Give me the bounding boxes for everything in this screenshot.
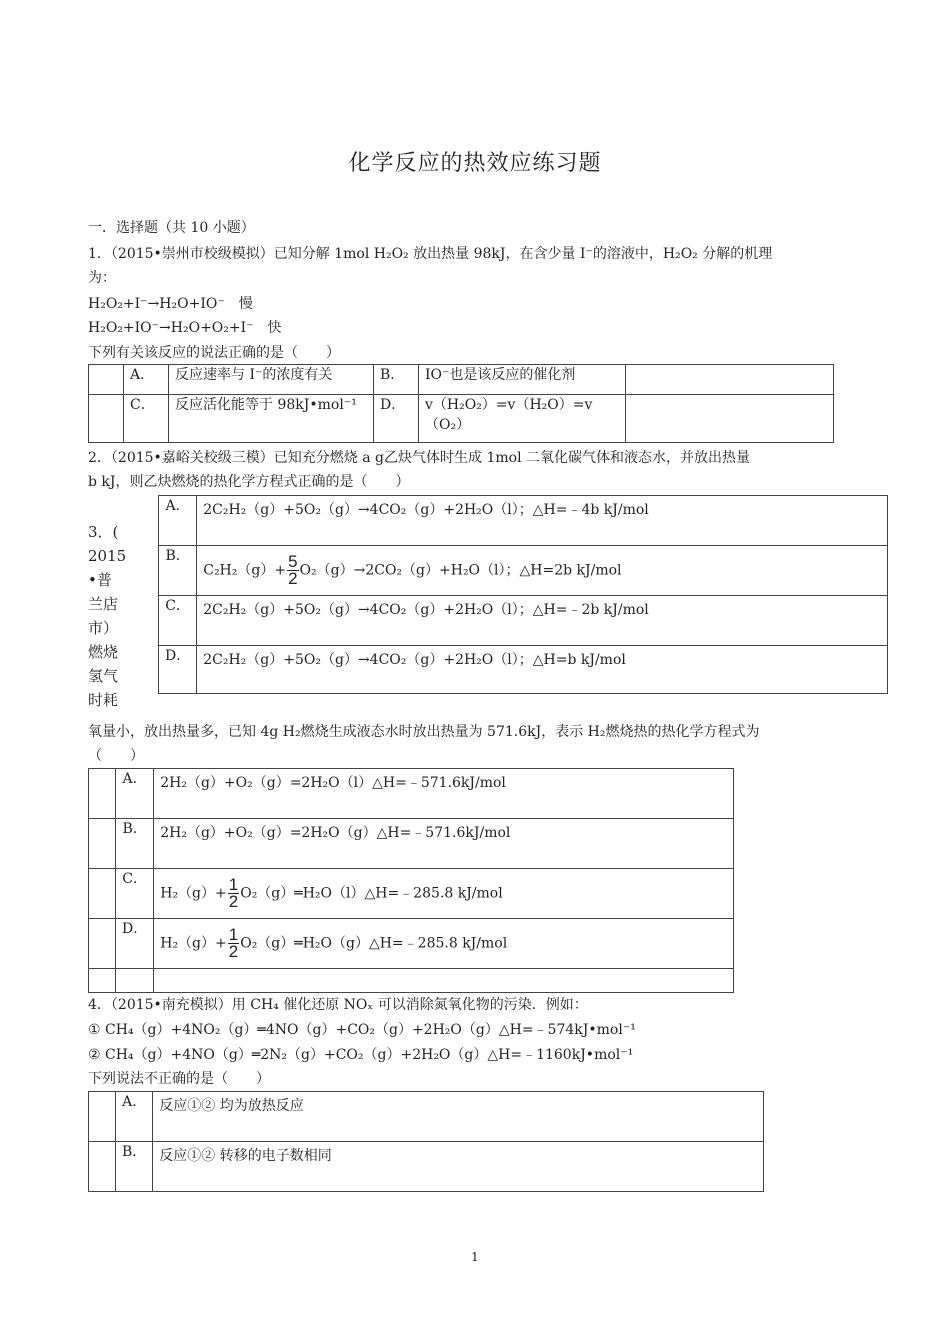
q1-stem-line2: 为： — [88, 270, 116, 286]
fraction-denominator: 2 — [228, 892, 239, 911]
q4-equation-2: ② CH₄（g）+4NO（g）═2N₂（g）+CO₂（g）+2H₂O（g）△H=﹣1160kJ•mol⁻¹ — [88, 1047, 634, 1063]
q3-side-line: 3．( — [88, 523, 119, 541]
q2-option-b-lhs: C₂H₂（g）+ — [203, 562, 287, 579]
table-cell — [89, 869, 116, 919]
q1-option-a-label: A． — [124, 365, 169, 395]
q3-side-text — [88, 520, 127, 712]
q3-option-a-label: A． — [116, 769, 154, 819]
table-cell — [89, 1142, 116, 1192]
q3-side-line: 兰店 — [88, 595, 119, 613]
q3-option-b-label: B． — [116, 819, 154, 869]
q1-options-table — [88, 364, 834, 443]
q4-option-a-label: A． — [116, 1092, 153, 1142]
q3-side-line: •普 — [88, 571, 112, 589]
table-cell — [89, 969, 116, 993]
q1-mechanism-step2: H₂O₂+IO⁻→H₂O+O₂+I⁻ 快 — [88, 320, 282, 336]
q1-question: 下列有关该反应的说法正确的是（ ） — [88, 345, 340, 361]
q3-side-line: 时耗 — [88, 691, 119, 709]
q4-option-a[interactable]: 反应①② 均为放热反应 — [153, 1092, 764, 1142]
fraction-numerator: 1 — [228, 875, 239, 894]
q2-option-a-label: A． — [159, 496, 197, 546]
table-cell — [154, 969, 734, 993]
fraction — [287, 554, 298, 587]
fraction — [228, 927, 239, 960]
q3-side-line: 燃烧 — [88, 643, 119, 661]
section-heading: 一．选择题（共 10 小题） — [88, 220, 255, 236]
q3-options-table — [88, 768, 734, 993]
q1-stem-line1: 1．（2015•崇州市校级模拟）已知分解 1mol H₂O₂ 放出热量 98kJ，在含少量 I⁻的溶液中，H₂O₂ 分解的机理 — [88, 246, 773, 262]
q3-side-line: 2015 — [88, 547, 127, 565]
fraction — [228, 877, 239, 910]
table-cell — [89, 769, 116, 819]
q1-option-d[interactable]: v（H₂O₂）=v（H₂O）=v（O₂） — [419, 395, 626, 443]
q1-option-c-label: C． — [124, 395, 169, 443]
q2-stem-line2: b kJ，则乙炔燃烧的热化学方程式正确的是（ ） — [88, 474, 410, 490]
q1-option-c[interactable]: 反应活化能等于 98kJ•mol⁻¹ — [169, 395, 374, 443]
q3-side-line: 氢气 — [88, 667, 119, 685]
q2-option-b-label: B． — [159, 546, 197, 596]
q3-stem-line2: （ ） — [88, 748, 144, 764]
q3-option-c-rhs: O₂（g）═H₂O（l）△H=﹣285.8 kJ/mol — [240, 885, 503, 902]
q3-option-a[interactable]: 2H₂（g）+O₂（g）=2H₂O（l）△H=﹣571.6kJ/mol — [154, 769, 734, 819]
table-cell — [89, 365, 124, 395]
table-cell — [89, 919, 116, 969]
table-cell — [89, 1092, 116, 1142]
q3-option-c-lhs: H₂（g）+ — [160, 885, 227, 902]
q2-option-a[interactable]: 2C₂H₂（g）+5O₂（g）→4CO₂（g）+2H₂O（l）；△H=﹣4b kJ/mol — [197, 496, 888, 546]
q2-options-table — [158, 495, 888, 694]
page-number: 1 — [471, 1250, 479, 1264]
q2-option-c-label: C． — [159, 596, 197, 646]
q3-option-d-rhs: O₂（g）═H₂O（g）△H=﹣285.8 kJ/mol — [240, 935, 508, 952]
table-cell — [626, 365, 834, 395]
q3-option-d[interactable] — [154, 919, 734, 969]
q1-option-a[interactable]: 反应速率与 I⁻的浓度有关 — [169, 365, 374, 395]
q4-option-b-label: B． — [116, 1142, 153, 1192]
fraction-numerator: 1 — [228, 925, 239, 944]
q3-option-c-label: C． — [116, 869, 154, 919]
q1-option-d-label: D． — [374, 395, 419, 443]
q2-option-b-rhs: O₂（g）→2CO₂（g）+H₂O（l）；△H=2b kJ/mol — [299, 562, 622, 579]
fraction-denominator: 2 — [288, 569, 298, 588]
q3-option-c[interactable] — [154, 869, 734, 919]
q1-option-b-label: B． — [374, 365, 419, 395]
q3-option-b[interactable]: 2H₂（g）+O₂（g）=2H₂O（g）△H=﹣571.6kJ/mol — [154, 819, 734, 869]
fraction-denominator: 2 — [228, 942, 239, 961]
q4-stem: 4．（2015•南充模拟）用 CH₄ 催化还原 NOₓ 可以消除氮氧化物的污染．例如： — [88, 997, 588, 1013]
q4-equation-1: ① CH₄（g）+4NO₂（g）═4NO（g）+CO₂（g）+2H₂O（g）△H=﹣574kJ•mol⁻¹ — [88, 1022, 636, 1038]
table-cell — [89, 819, 116, 869]
table-cell — [626, 395, 834, 443]
q3-stem-line1: 氧量小，放出热量多，已知 4g H₂燃烧生成液态水时放出热量为 571.6kJ，表示 H₂燃烧热的热化学方程式为 — [88, 724, 760, 740]
fraction-numerator: 5 — [288, 552, 298, 571]
q2-option-d[interactable]: 2C₂H₂（g）+5O₂（g）→4CO₂（g）+2H₂O（l）；△H=b kJ/mol — [197, 646, 888, 694]
table-cell — [116, 969, 154, 993]
q2-option-d-label: D． — [159, 646, 197, 694]
table-cell — [89, 395, 124, 443]
q4-question: 下列说法不正确的是（ ） — [88, 1071, 270, 1087]
page-title: 化学反应的热效应练习题 — [348, 151, 602, 176]
q4-options-table — [88, 1091, 764, 1192]
q2-option-c[interactable]: 2C₂H₂（g）+5O₂（g）→4CO₂（g）+2H₂O（l）；△H=﹣2b kJ/mol — [197, 596, 888, 646]
q3-side-line: 市） — [88, 619, 119, 637]
q3-option-d-label: D． — [116, 919, 154, 969]
q3-option-d-lhs: H₂（g）+ — [160, 935, 227, 952]
q1-option-b[interactable]: IO⁻也是该反应的催化剂 — [419, 365, 626, 395]
q4-option-b[interactable]: 反应①② 转移的电子数相同 — [153, 1142, 764, 1192]
q2-stem-line1: 2．（2015•嘉峪关校级三模）已知充分燃烧 a g乙炔气体时生成 1mol 二氧化碳气体和液态水，并放出热量 — [88, 450, 750, 466]
q2-option-b[interactable] — [197, 546, 888, 596]
q1-mechanism-step1: H₂O₂+I⁻→H₂O+IO⁻ 慢 — [88, 296, 253, 312]
